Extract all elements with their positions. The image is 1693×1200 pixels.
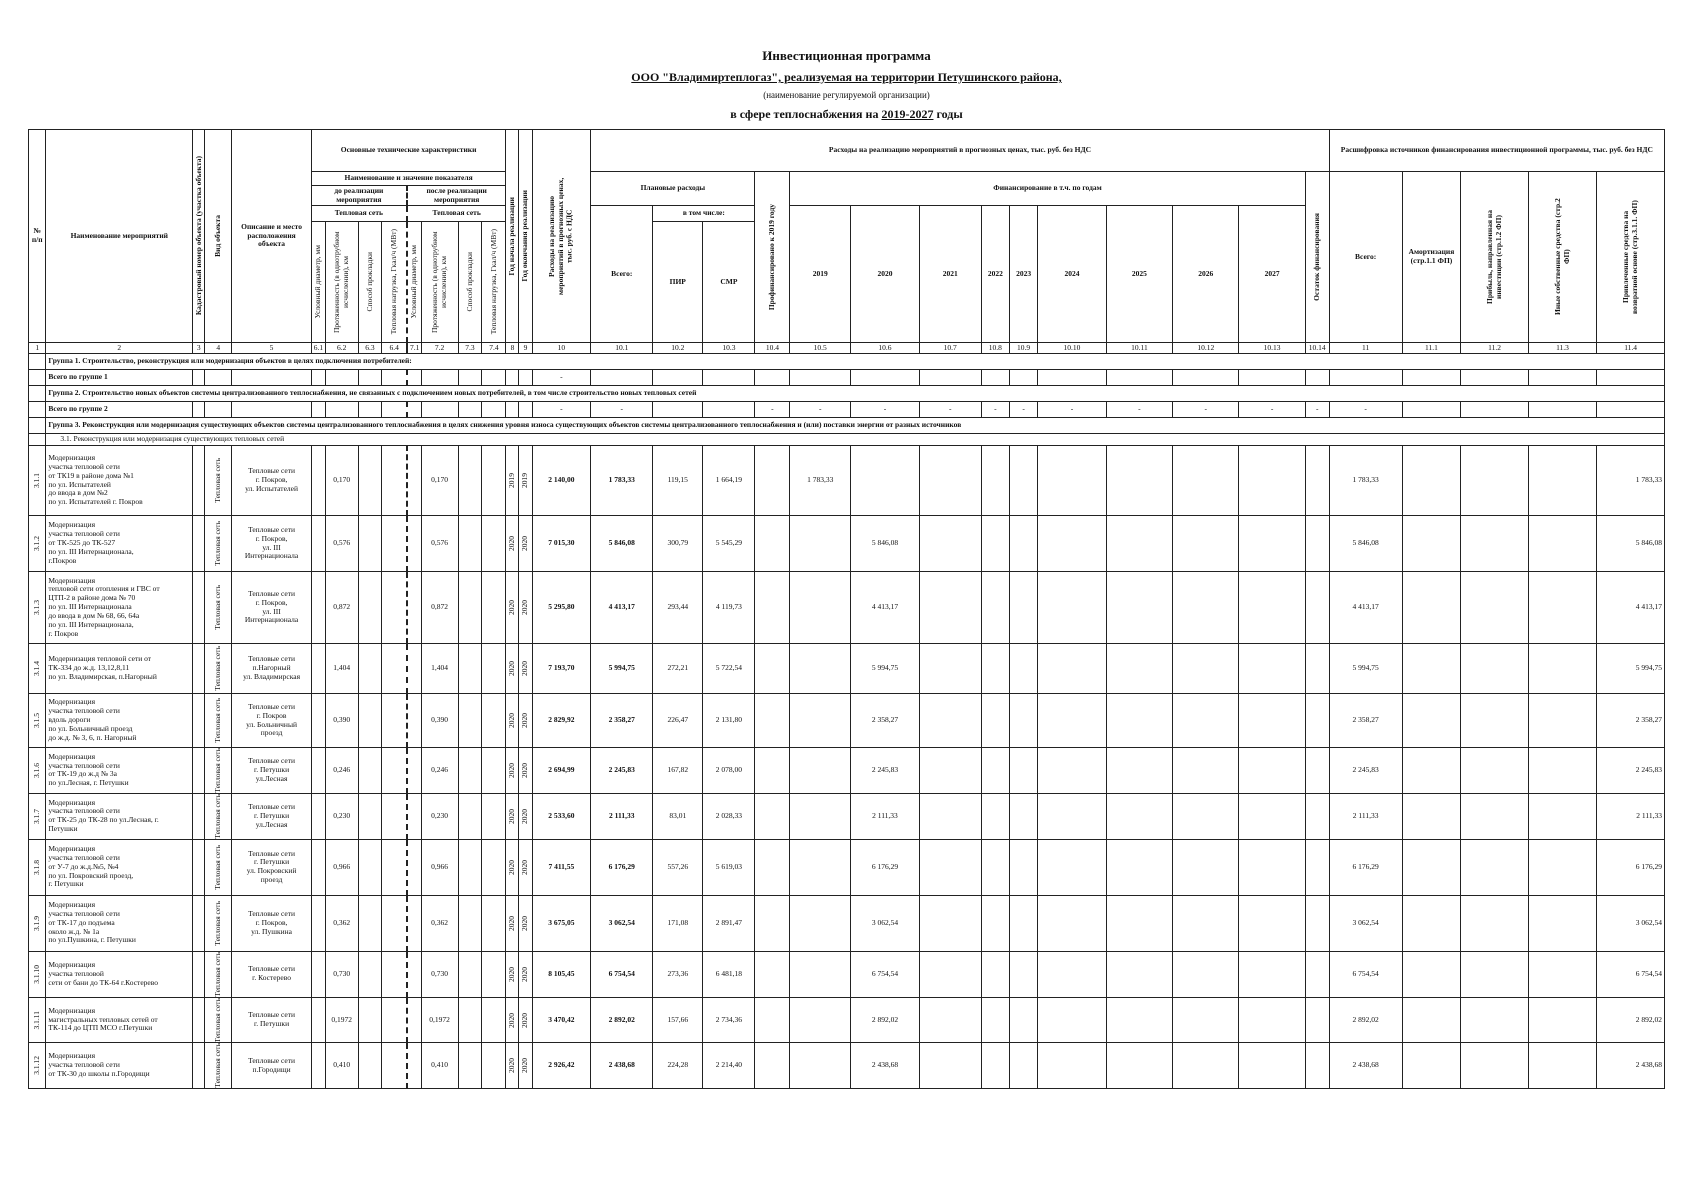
cell-smr: 5 722,54: [703, 644, 755, 694]
cell-y1: 2020: [507, 1012, 517, 1028]
cell-y2: 2020: [520, 966, 530, 982]
cell-kind: Тепловая сеть: [212, 997, 222, 1043]
cell-src_total: 6 176,29: [1329, 839, 1402, 895]
cell-kind: Тепловая сеть: [212, 900, 222, 946]
cell-y2019: [790, 839, 851, 895]
measure-row: [29, 895, 1665, 951]
cell-src_total: 5 846,08: [1329, 516, 1402, 572]
cell-cost: 2 926,42: [532, 1043, 591, 1089]
measures-body: [29, 446, 1665, 1089]
cell-no: 3.1.7: [31, 808, 41, 824]
cell-src_borrowed: 2 438,68: [1597, 1043, 1665, 1089]
cell-location: Тепловые сети п.Нагорный ул. Владимирская: [232, 644, 311, 694]
column-number-cell: 10: [532, 343, 591, 354]
cell-pir: 557,26: [653, 839, 703, 895]
cell-y2019: [790, 694, 851, 748]
cell-len_before: 0,170: [325, 446, 358, 516]
column-number-cell: 10.12: [1173, 343, 1239, 354]
cell-total: 6 176,29: [591, 839, 653, 895]
cell-cost: 3 675,05: [532, 895, 591, 951]
cell-len_after: 0,1972: [421, 997, 458, 1043]
cell-y1: 2020: [507, 762, 517, 778]
cell-cost: 5 295,80: [532, 572, 591, 644]
col-smr-header: СМР: [703, 222, 755, 343]
column-number-cell: 10.1: [591, 343, 653, 354]
cell-kind: Тепловая сеть: [212, 585, 222, 630]
cell-smr: 2 028,33: [703, 793, 755, 839]
cell-y2: 2020: [520, 915, 530, 931]
cell-src_borrowed: 2 358,27: [1597, 694, 1665, 748]
measure-row: [29, 951, 1665, 997]
cell-name: Модернизация участка тепловой сети от ТК-25 до ТК-28 по ул.Лесная, г. Петушки: [46, 793, 193, 839]
cell-y2: 2020: [520, 713, 530, 728]
col-cost-header: Расходы на реализацию мероприятий в прогнозных ценах, тыс. руб. с НДС: [547, 177, 574, 295]
cell-len_after: 0,230: [421, 793, 458, 839]
column-number-cell: 10.3: [703, 343, 755, 354]
financing-header: Финансирование в т.ч. по годам: [790, 172, 1305, 206]
column-number-cell: 9: [519, 343, 532, 354]
organization-note: (наименование регулируемой организации): [763, 90, 930, 100]
cell-total: 1 783,33: [591, 446, 653, 516]
src-total-header: Всего:: [1329, 172, 1402, 343]
column-number-cell: 6.1: [311, 343, 325, 354]
cell-smr: 6 481,18: [703, 951, 755, 997]
cell-src_total: 1 783,33: [1329, 446, 1402, 516]
cell-y2: 2020: [520, 536, 530, 551]
column-number-cell: 11.3: [1528, 343, 1597, 354]
cell-len_before: 0,576: [325, 516, 358, 572]
cell-smr: 2 078,00: [703, 748, 755, 794]
cell-src_borrowed: 2 892,02: [1597, 997, 1665, 1043]
cell-pir: 300,79: [653, 516, 703, 572]
cell-src_total: 2 438,68: [1329, 1043, 1402, 1089]
cell-smr: 2 131,80: [703, 694, 755, 748]
cell-pir: 293,44: [653, 572, 703, 644]
col-kind-header: Вид объекта: [212, 215, 222, 257]
cell-src_total: 2 111,33: [1329, 793, 1402, 839]
cell-src_borrowed: 2 111,33: [1597, 793, 1665, 839]
heat-net-before: Тепловая сеть: [311, 206, 407, 222]
col-pir-header: ПИР: [653, 222, 703, 343]
cell-len_before: 0,1972: [325, 997, 358, 1043]
expenses-header: Расходы на реализацию мероприятий в прогнозных ценах, тыс. руб. без НДС: [591, 130, 1329, 172]
measure-row: [29, 997, 1665, 1043]
cell-src_borrowed: 6 754,54: [1597, 951, 1665, 997]
cell-pir: 226,47: [653, 694, 703, 748]
cell-y2020: 2 892,02: [851, 997, 920, 1043]
column-number-cell: 10.7: [919, 343, 981, 354]
col-load-before: Тепловая нагрузка, Гкал/ч (МВт): [388, 229, 398, 335]
column-number-cell: 4: [205, 343, 232, 354]
cell-y2: 2020: [520, 859, 530, 875]
cell-kind: Тепловая сеть: [212, 646, 222, 691]
cell-name: Модернизация участка тепловой сети от ТК-30 до школы п.Городищи: [46, 1043, 193, 1089]
before-header: до реализации мероприятия: [311, 186, 407, 206]
group2-total-row: Всего по группе 2 - - - - - - - - - - - - - -: [29, 402, 1665, 418]
cell-kind: Тепловая сеть: [212, 698, 222, 743]
cell-y2020: 2 245,83: [851, 748, 920, 794]
year-2024-header: 2024: [1038, 206, 1107, 343]
cell-no: 3.1.8: [31, 859, 41, 875]
cell-kind: Тепловая сеть: [212, 458, 222, 503]
cell-no: 3.1.2: [31, 536, 41, 551]
tech-header: Основные технические характеристики: [311, 130, 506, 172]
cell-cost: 8 105,45: [532, 951, 591, 997]
cell-no: 3.1.6: [31, 762, 41, 778]
cell-location: Тепловые сети г. Петушки: [232, 997, 311, 1043]
cell-smr: 5 619,03: [703, 839, 755, 895]
cell-kind: Тепловая сеть: [212, 1043, 222, 1089]
cell-smr: 2 891,47: [703, 895, 755, 951]
column-number-cell: 2: [46, 343, 193, 354]
cell-len_after: 0,246: [421, 748, 458, 794]
cell-y2019: [790, 516, 851, 572]
cell-src_borrowed: 5 846,08: [1597, 516, 1665, 572]
column-number-cell: 10.13: [1239, 343, 1305, 354]
cell-total: 2 358,27: [591, 694, 653, 748]
cell-no: 3.1.11: [31, 1010, 41, 1030]
year-2020-header: 2020: [851, 206, 920, 343]
heat-net-after: Тепловая сеть: [407, 206, 506, 222]
cell-y1: 2020: [507, 966, 517, 982]
column-number-cell: 11.1: [1402, 343, 1461, 354]
cell-src_borrowed: 6 176,29: [1597, 839, 1665, 895]
column-number-cell: 7.3: [458, 343, 482, 354]
cell-no: 3.1.1: [31, 473, 41, 488]
cell-len_after: 0,170: [421, 446, 458, 516]
cell-len_before: 0,362: [325, 895, 358, 951]
cell-len_after: 0,872: [421, 572, 458, 644]
cell-y2020: 5 846,08: [851, 516, 920, 572]
col-year-end-header: Год окончания реализации: [520, 190, 530, 282]
cell-no: 3.1.3: [31, 600, 41, 615]
cell-y2020: [851, 446, 920, 516]
column-number-cell: 6.3: [358, 343, 382, 354]
cell-len_before: 1,404: [325, 644, 358, 694]
cell-y2020: 6 754,54: [851, 951, 920, 997]
cell-y1: 2020: [507, 1058, 517, 1074]
cell-pir: 224,28: [653, 1043, 703, 1089]
cell-src_total: 3 062,54: [1329, 895, 1402, 951]
col-load-after: Тепловая нагрузка, Гкал/ч (МВт): [488, 229, 498, 335]
cell-y2019: [790, 1043, 851, 1089]
year-2027-header: 2027: [1239, 206, 1305, 343]
cell-src_borrowed: 1 783,33: [1597, 446, 1665, 516]
cell-pir: 272,21: [653, 644, 703, 694]
column-number-cell: 7.2: [421, 343, 458, 354]
cell-kind: Тепловая сеть: [212, 748, 222, 793]
group2-row: Группа 2. Строительство новых объектов системы централизованного теплоснабжения, не связанных с подключением новых потребителей, в том числе строительство новых тепловых сетей: [46, 386, 1665, 402]
col-total-header: Всего:: [591, 206, 653, 343]
cell-src_borrowed: 2 245,83: [1597, 748, 1665, 794]
cell-y2019: [790, 644, 851, 694]
cell-y2019: [790, 895, 851, 951]
cell-y1: 2020: [507, 859, 517, 875]
cell-cost: 7 193,70: [532, 644, 591, 694]
cell-total: 5 846,08: [591, 516, 653, 572]
cell-len_after: 1,404: [421, 644, 458, 694]
cell-y1: 2019: [507, 473, 517, 488]
cell-len_before: 0,730: [325, 951, 358, 997]
column-number-cell: 10.8: [981, 343, 1009, 354]
cell-location: Тепловые сети г. Петушки ул.Лесная: [232, 793, 311, 839]
cell-total: 3 062,54: [591, 895, 653, 951]
cell-location: Тепловые сети г. Петушки ул. Покровский проезд: [232, 839, 311, 895]
cell-total: 4 413,17: [591, 572, 653, 644]
cell-src_total: 4 413,17: [1329, 572, 1402, 644]
cell-len_before: 0,410: [325, 1043, 358, 1089]
cell-name: Модернизация магистральных тепловых сетей от ТК-114 до ЦТП МСО г.Петушки: [46, 997, 193, 1043]
year-2026-header: 2026: [1173, 206, 1239, 343]
cell-y2: 2020: [520, 661, 530, 676]
cell-y2019: [790, 997, 851, 1043]
cell-y2019: [790, 748, 851, 794]
src-own-header: Иные собственные средства (стр.2 ФП): [1552, 198, 1571, 316]
cell-cost: 2 829,92: [532, 694, 591, 748]
cell-len_before: 0,872: [325, 572, 358, 644]
cell-location: Тепловые сети г. Покров, ул. Пушкина: [232, 895, 311, 951]
cell-location: Тепловые сети г. Покров, ул. Испытателей: [232, 446, 311, 516]
col-method-before: Способ прокладки: [364, 252, 374, 312]
cell-y2019: 1 783,33: [790, 446, 851, 516]
cell-y1: 2020: [507, 713, 517, 728]
cell-y2019: [790, 572, 851, 644]
incl-header: в том числе:: [653, 206, 755, 222]
cell-src_total: 2 892,02: [1329, 997, 1402, 1043]
measure-row: [29, 839, 1665, 895]
column-number-cell: 10.10: [1038, 343, 1107, 354]
cell-total: 2 111,33: [591, 793, 653, 839]
cell-name: Модернизация участка тепловой сети от У-7 до ж.д.№5, №4 по ул. Покровский проезд, г. Петушки: [46, 839, 193, 895]
cell-cost: 2 694,99: [532, 748, 591, 794]
sphere-line: в сфере теплоснабжения на 2019-2027 годы: [730, 107, 963, 121]
cell-smr: 2 214,40: [703, 1043, 755, 1089]
cell-cost: 7 411,55: [532, 839, 591, 895]
column-number-cell: 6.2: [325, 343, 358, 354]
measure-row: [29, 446, 1665, 516]
cell-y2019: [790, 793, 851, 839]
cell-src_total: 6 754,54: [1329, 951, 1402, 997]
cell-smr: 4 119,73: [703, 572, 755, 644]
measure-row: [29, 748, 1665, 794]
cell-len_before: 0,246: [325, 748, 358, 794]
cell-name: Модернизация участка тепловой сети вдоль дороги по ул. Больничный проезд до ж.д. № 3, 6, п. Нагорный: [46, 694, 193, 748]
measure-row: [29, 644, 1665, 694]
cell-y1: 2020: [507, 915, 517, 931]
cell-len_before: 0,230: [325, 793, 358, 839]
cell-y1: 2020: [507, 808, 517, 824]
cell-src_borrowed: 4 413,17: [1597, 572, 1665, 644]
year-2025-header: 2025: [1106, 206, 1172, 343]
cell-no: 3.1.9: [31, 915, 41, 931]
cell-name: Модернизация тепловой сети от ТК-334 до ж.д. 13,12,8,11 по ул. Владимирская, п.Нагорный: [46, 644, 193, 694]
column-number-row: [29, 343, 1665, 354]
col-length-before: Протяженность (в однотрубном исчислении), км: [331, 231, 350, 333]
col-no-header: № п/п: [29, 130, 46, 343]
col-prefin-header: Профинансировано к 2019 году: [766, 203, 776, 311]
cell-src_borrowed: 3 062,54: [1597, 895, 1665, 951]
cell-location: Тепловые сети п.Городищи: [232, 1043, 311, 1089]
cell-no: 3.1.12: [31, 1056, 41, 1076]
col-diameter-after: Условный диаметр, мм: [408, 245, 418, 319]
cell-smr: 5 545,29: [703, 516, 755, 572]
cell-pir: 167,82: [653, 748, 703, 794]
cell-y2020: 5 994,75: [851, 644, 920, 694]
cell-no: 3.1.10: [31, 964, 41, 984]
cell-src_total: 2 358,27: [1329, 694, 1402, 748]
src-borrowed-header: Привлеченные средства на возвратной основе (стр.3.1.1. ФП): [1620, 200, 1639, 314]
cell-smr: 2 734,36: [703, 997, 755, 1043]
cell-y1: 2020: [507, 536, 517, 551]
cell-name: Модернизация участка тепловой сети от ТК-19 до ж.д № 3а по ул.Лесная, г. Петушки: [46, 748, 193, 794]
cell-y2020: 6 176,29: [851, 839, 920, 895]
measure-row: [29, 572, 1665, 644]
column-number-cell: 3: [193, 343, 205, 354]
column-number-cell: 10.9: [1009, 343, 1037, 354]
group1-total-row: Всего по группе 1 -: [29, 370, 1665, 386]
col-length-after: Протяженность (в однотрубном исчислении), км: [429, 231, 448, 333]
cell-total: 2 438,68: [591, 1043, 653, 1089]
subgroup-3-1-row: 3.1. Реконструкция или модернизация существующих тепловых сетей: [46, 434, 1665, 446]
cell-y2020: 2 111,33: [851, 793, 920, 839]
group3-row: Группа 3. Реконструкция или модернизация существующих объектов системы централизованного теплоснабжения в целях снижения уровня износа существующих объектов системы централизованного теплоснабжения и (или) поставки энергии от разных источников: [46, 418, 1665, 434]
column-number-cell: 11.4: [1597, 343, 1665, 354]
cell-y2020: 3 062,54: [851, 895, 920, 951]
cell-name: Модернизация участка тепловой сети от бани до ТК-64 г.Костерево: [46, 951, 193, 997]
cell-y2020: 2 438,68: [851, 1043, 920, 1089]
organization-line: ООО "Владимиртеплогаз", реализуемая на территории Петушинского района,: [631, 70, 1062, 84]
year-2021-header: 2021: [919, 206, 981, 343]
col-year-start-header: Год начала реализации: [507, 196, 517, 276]
cell-location: Тепловые сети г. Покров ул. Больничный проезд: [232, 694, 311, 748]
cell-name: Модернизация участка тепловой сети от ТК19 в районе дома №1 по ул. Испытателей до ввода в дом №2 по ул. Испытателей г. Покров: [46, 446, 193, 516]
column-number-cell: 10.11: [1106, 343, 1172, 354]
cell-cost: 3 470,42: [532, 997, 591, 1043]
column-number-cell: 6.4: [382, 343, 407, 354]
cell-no: 3.1.5: [31, 713, 41, 728]
cell-total: 2 892,02: [591, 997, 653, 1043]
cell-kind: Тепловая сеть: [212, 844, 222, 890]
sources-header: Расшифровка источников финансирования инвестиционной программы, тыс. руб. без НДС: [1329, 130, 1664, 172]
planned-header: Плановые расходы: [591, 172, 755, 206]
year-2022-header: 2022: [981, 206, 1009, 343]
cell-name: Модернизация участка тепловой сети от ТК-17 до подъема около ж.д. № 1а по ул.Пушкина, г. Петушки: [46, 895, 193, 951]
cell-src_borrowed: 5 994,75: [1597, 644, 1665, 694]
cell-len_after: 0,362: [421, 895, 458, 951]
cell-smr: 1 664,19: [703, 446, 755, 516]
cell-len_after: 0,410: [421, 1043, 458, 1089]
cell-total: 6 754,54: [591, 951, 653, 997]
cell-location: Тепловые сети г. Покров, ул. III Интернационала: [232, 572, 311, 644]
column-number-cell: 11: [1329, 343, 1402, 354]
group1-row: Группа 1. Строительство, реконструкция или модернизация объектов в целях подключения потребителей:: [46, 354, 1665, 370]
cell-name: Модернизация участка тепловой сети от ТК-525 до ТК-527 по ул. III Интернационала, г.Покров: [46, 516, 193, 572]
cell-name: Модернизация тепловой сети отопления и ГВС от ЦТП-2 в районе дома № 70 по ул. III Интернационала до ввода в дом № 68, 66, 64а по ул. III Интернационала, г. Покров: [46, 572, 193, 644]
cell-pir: 119,15: [653, 446, 703, 516]
column-number-cell: 11.2: [1461, 343, 1528, 354]
col-diameter-before: Условный диаметр, мм: [312, 245, 322, 319]
year-2023-header: 2023: [1009, 206, 1037, 343]
src-amort-header: Амортизация (стр.1.1 ФП): [1402, 172, 1461, 343]
col-method-after: Способ прокладки: [464, 252, 474, 312]
cell-kind: Тепловая сеть: [212, 793, 222, 839]
measure-row: [29, 1043, 1665, 1089]
cell-location: Тепловые сети г. Петушки ул.Лесная: [232, 748, 311, 794]
col-name-header: Наименование мероприятий: [46, 130, 193, 343]
cell-src_total: 2 245,83: [1329, 748, 1402, 794]
after-header: после реализации мероприятия: [407, 186, 506, 206]
cell-pir: 171,08: [653, 895, 703, 951]
src-profit-header: Прибыль, направленная на инвестиции (стр.1.2 ФП): [1484, 210, 1503, 304]
year-2019-header: 2019: [790, 206, 851, 343]
cell-no: 3.1.4: [31, 661, 41, 676]
cell-len_after: 0,730: [421, 951, 458, 997]
cell-cost: 2 140,00: [532, 446, 591, 516]
cell-y2: 2020: [520, 1012, 530, 1028]
cell-src_total: 5 994,75: [1329, 644, 1402, 694]
cell-y2: 2020: [520, 762, 530, 778]
measure-row: [29, 694, 1665, 748]
column-number-cell: 10.5: [790, 343, 851, 354]
cell-y1: 2020: [507, 661, 517, 676]
cell-total: 5 994,75: [591, 644, 653, 694]
cell-y2: 2019: [520, 473, 530, 488]
document-title: Инвестиционная программа: [762, 48, 931, 63]
col-remainder-header: Остаток финансирования: [1311, 213, 1321, 301]
cell-len_after: 0,966: [421, 839, 458, 895]
column-number-cell: 10.14: [1305, 343, 1329, 354]
measure-row: [29, 516, 1665, 572]
cell-len_before: 0,390: [325, 694, 358, 748]
cell-y2: 2020: [520, 600, 530, 615]
col-location-header: Описание и место расположения объекта: [232, 130, 311, 343]
column-number-cell: 7.1: [407, 343, 421, 354]
cell-len_after: 0,576: [421, 516, 458, 572]
cell-y2: 2020: [520, 1058, 530, 1074]
column-number-cell: 5: [232, 343, 311, 354]
cell-location: Тепловые сети г. Покров, ул. III Интернационала: [232, 516, 311, 572]
cell-total: 2 245,83: [591, 748, 653, 794]
cell-y2020: 4 413,17: [851, 572, 920, 644]
column-number-cell: 8: [506, 343, 519, 354]
cell-y2019: [790, 951, 851, 997]
cell-cost: 2 533,60: [532, 793, 591, 839]
column-number-cell: 1: [29, 343, 46, 354]
cell-kind: Тепловая сеть: [212, 951, 222, 997]
cell-pir: 157,66: [653, 997, 703, 1043]
cell-y2: 2020: [520, 808, 530, 824]
investment-table: [28, 129, 1665, 1089]
cell-pir: 273,36: [653, 951, 703, 997]
column-number-cell: 10.2: [653, 343, 703, 354]
cell-y2020: 2 358,27: [851, 694, 920, 748]
column-number-cell: 7.4: [482, 343, 506, 354]
cell-location: Тепловые сети г. Костерево: [232, 951, 311, 997]
cell-pir: 83,01: [653, 793, 703, 839]
cell-len_after: 0,390: [421, 694, 458, 748]
cell-cost: 7 015,30: [532, 516, 591, 572]
column-number-cell: 10.6: [851, 343, 920, 354]
cell-y1: 2020: [507, 600, 517, 615]
indicator-header: Наименование и значение показателя: [311, 172, 506, 186]
column-number-cell: 10.4: [755, 343, 790, 354]
cell-kind: Тепловая сеть: [212, 521, 222, 566]
col-cadastral-header: Кадастровый номер объекта (участка объекта): [194, 156, 204, 316]
cell-len_before: 0,966: [325, 839, 358, 895]
measure-row: [29, 793, 1665, 839]
